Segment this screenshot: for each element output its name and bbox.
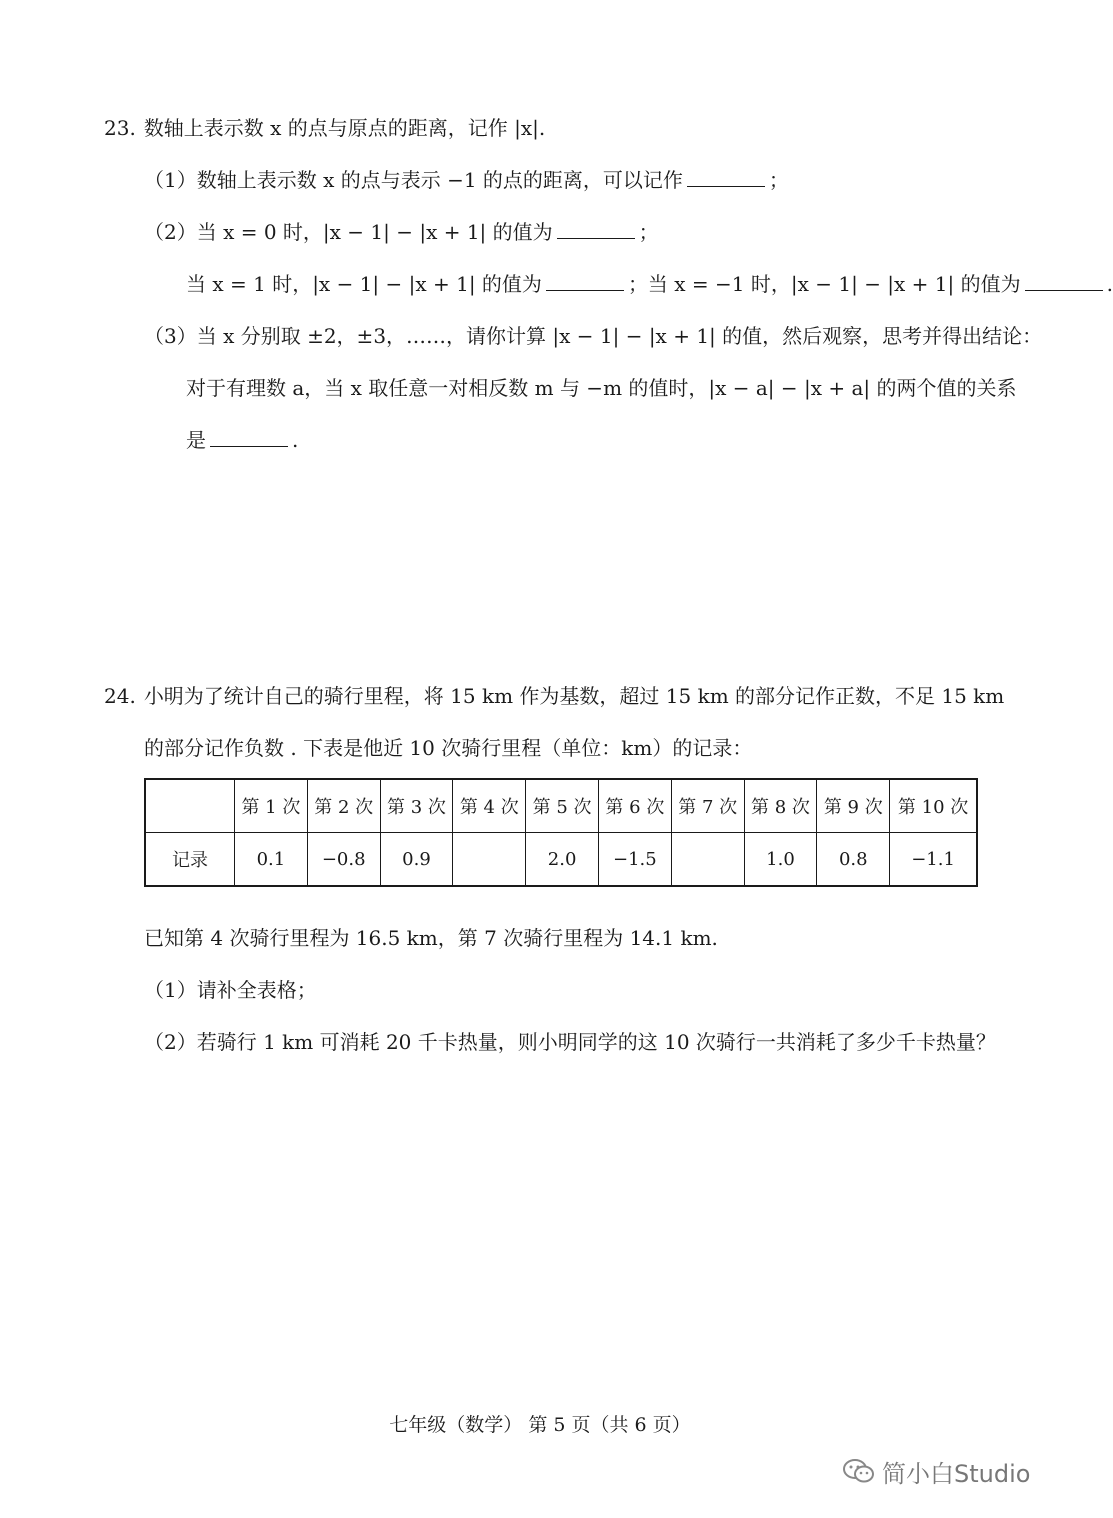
table-header-cell: 第 3 次: [380, 779, 453, 833]
table-header-row: [145, 779, 977, 833]
q23-part2b-line: [186, 270, 1113, 298]
q23-part3b-text: 对于有理数 a，当 x 取任意一对相反数 m 与 −m 的值时，|x − a| − |x + a| 的两个值的关系: [186, 376, 1017, 400]
answer-blank: [557, 220, 635, 239]
table-header-cell: 第 9 次: [817, 779, 890, 833]
table-cell-blank: [671, 833, 744, 887]
q23-part1-line: [144, 166, 789, 194]
table-cell: −1.5: [598, 833, 671, 887]
ride-record-table: [144, 778, 978, 887]
answer-blank: [687, 168, 765, 187]
q24-stem2: 的部分记作负数 . 下表是他近 10 次骑行里程（单位：km）的记录：: [144, 736, 753, 760]
table-row: [145, 833, 977, 887]
q24-part2: （2）若骑行 1 km 可消耗 20 千卡热量，则小明同学的这 10 次骑行一共消耗了多少千卡热量？: [144, 1030, 996, 1054]
table-cell-blank: [453, 833, 526, 887]
table-header-cell: 第 6 次: [598, 779, 671, 833]
answer-blank: [546, 272, 624, 291]
q23-part2b-text1: 当 x = 1 时，|x − 1| − |x + 1| 的值为: [186, 272, 542, 296]
table-header-cell: 第 10 次: [890, 779, 977, 833]
q23-part2b-end: .: [1106, 272, 1113, 296]
q24-stem-line2: [144, 734, 752, 762]
page-footer: 七年级（数学） 第 5 页（共 6 页）: [389, 1414, 691, 1436]
table-cell: 0.8: [817, 833, 890, 887]
q23-part3a-text: （3）当 x 分别取 ±2，±3，……，请你计算 |x − 1| − |x + 1| 的值，然后观察，思考并得出结论：: [144, 324, 1043, 348]
q23-part2a-end: ；: [638, 220, 659, 244]
q24-part1: （1）请补全表格；: [144, 978, 317, 1002]
table-cell: 1.0: [744, 833, 817, 887]
q23-number: 23.: [104, 116, 136, 140]
table-cell: −1.1: [890, 833, 977, 887]
table-cell: 2.0: [526, 833, 599, 887]
q23-part3a-line: [144, 322, 1042, 350]
table-cell: 0.1: [235, 833, 308, 887]
q24-stem1: 小明为了统计自己的骑行里程，将 15 km 作为基数，超过 15 km 的部分记作正数，不足 15 km: [143, 684, 1005, 708]
q23-part3b-line: [186, 374, 1017, 402]
q23-part2b-text2: ；当 x = −1 时，|x − 1| − |x + 1| 的值为: [627, 272, 1021, 296]
q23-stem-line: [104, 114, 545, 142]
q24-stem-line1: [104, 682, 1004, 710]
q23-part1-text: （1）数轴上表示数 x 的点与表示 −1 的点的距离，可以记作: [144, 168, 683, 192]
table-row-label: 记录: [145, 833, 235, 887]
table-cell: 0.9: [380, 833, 453, 887]
answer-blank: [1025, 272, 1103, 291]
q24-part2-line: [144, 1028, 996, 1056]
q23-part3c-text: 是: [186, 428, 206, 452]
q24-given: 已知第 4 次骑行里程为 16.5 km，第 7 次骑行里程为 14.1 km.: [144, 926, 718, 950]
q23-part3c-end: .: [292, 428, 299, 452]
table-header-cell: 第 2 次: [307, 779, 380, 833]
table-header-cell: 第 8 次: [744, 779, 817, 833]
table-header-cell: 第 5 次: [526, 779, 599, 833]
watermark: [842, 1454, 1052, 1488]
q24-part1-line: [144, 976, 317, 1004]
q23-stem: 数轴上表示数 x 的点与原点的距离，记作 |x|.: [143, 116, 546, 140]
table-header-cell: 第 1 次: [235, 779, 308, 833]
table-header-cell: [145, 779, 235, 833]
q23-part2a-line: [144, 218, 659, 246]
table-header-cell: 第 4 次: [453, 779, 526, 833]
watermark-text: 简小白Studio: [882, 1459, 1031, 1488]
q24-number: 24.: [104, 684, 136, 708]
q23-part2a-text: （2）当 x = 0 时，|x − 1| − |x + 1| 的值为: [144, 220, 553, 244]
q23-part1-end: ；: [768, 168, 789, 192]
table-header-cell: 第 7 次: [671, 779, 744, 833]
table-cell: −0.8: [307, 833, 380, 887]
q23-part3c-line: [186, 426, 298, 454]
wechat-icon: [842, 1456, 876, 1486]
answer-blank: [210, 428, 288, 447]
q24-given-line: [144, 924, 718, 952]
